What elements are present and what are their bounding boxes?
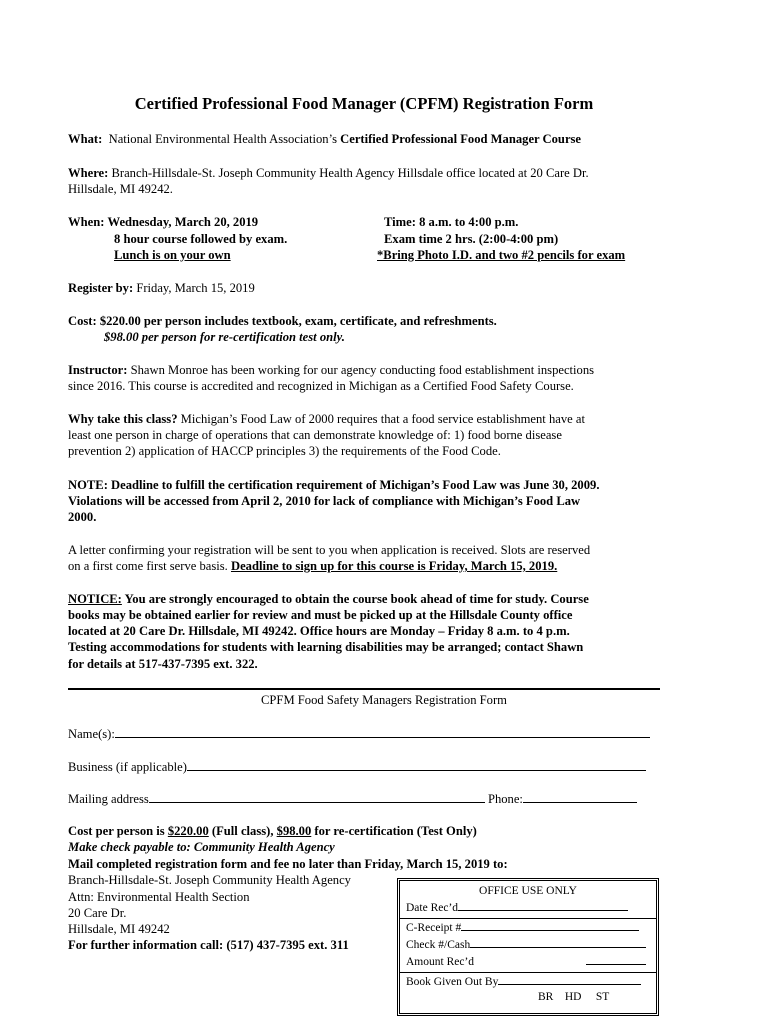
when-time bbox=[384, 214, 518, 230]
payment-cost-prefix: Cost per person is bbox=[68, 824, 168, 838]
creceipt-line[interactable] bbox=[461, 919, 639, 931]
recert-price: $98.00 bbox=[276, 824, 312, 838]
signup-deadline: Deadline to sign up for this course is Friday, March 15, 2019. bbox=[230, 559, 558, 573]
what-label: What: bbox=[68, 132, 103, 146]
what-text: National Environmental Health Association’s bbox=[108, 132, 341, 146]
register-line bbox=[68, 280, 255, 296]
note-line1 bbox=[68, 477, 599, 493]
cost-line2 bbox=[104, 329, 345, 345]
when-bring bbox=[377, 247, 625, 263]
notice-text-3: located at 20 Care Dr. Hillsdale, MI 49242. Office hours are Monday – Friday 8 a.m. to 4 p.m. bbox=[68, 624, 570, 638]
amount-recd-label: Amount Rec’d bbox=[406, 956, 475, 968]
when-course bbox=[114, 231, 287, 247]
note-text-1: NOTE: Deadline to fulfill the certification requirement of Michigan’s Food Law was June 30, 2009. bbox=[68, 478, 600, 492]
why-line1 bbox=[68, 411, 585, 427]
office-use-box bbox=[397, 878, 659, 1016]
when-lunch-text: Lunch is on your own bbox=[114, 248, 231, 262]
address-line3: 20 Care Dr. bbox=[68, 906, 127, 920]
when-exam-text: Exam time 2 hrs. (2:00-4:00 pm) bbox=[384, 232, 559, 246]
phone-label: Phone: bbox=[484, 792, 523, 806]
why-text: Michigan’s Food Law of 2000 requires that a food service establishment have at bbox=[177, 412, 585, 426]
address-line2: Attn: Environmental Health Section bbox=[68, 890, 250, 904]
date-recd-line[interactable] bbox=[458, 899, 628, 911]
book-given-line[interactable] bbox=[498, 973, 641, 985]
where-line2: Hillsdale, MI 49242. bbox=[68, 182, 173, 196]
address-line1: Branch-Hillsdale-St. Joseph Community Health Agency bbox=[68, 873, 351, 887]
phone-line[interactable] bbox=[523, 791, 637, 803]
business-field[interactable] bbox=[68, 759, 660, 775]
book-given-label: Book Given Out By bbox=[406, 976, 499, 988]
when-bring-text: *Bring Photo I.D. and two #2 pencils for exam bbox=[377, 248, 626, 262]
notice-text-1: You are strongly encouraged to obtain the course book ahead of time for study. Course bbox=[121, 592, 589, 606]
where-line1 bbox=[68, 165, 589, 181]
note-line2 bbox=[68, 493, 580, 509]
when-lunch bbox=[114, 247, 231, 263]
creceipt-label: C-Receipt # bbox=[406, 922, 462, 934]
mailing-field[interactable] bbox=[68, 791, 660, 807]
mailing-line[interactable] bbox=[149, 791, 485, 803]
book-given-field[interactable] bbox=[400, 973, 656, 990]
section-divider bbox=[68, 688, 660, 690]
when-label: When: bbox=[68, 215, 105, 229]
instructor-line1 bbox=[68, 362, 594, 378]
notice-line4 bbox=[68, 639, 583, 655]
payable-line bbox=[68, 839, 335, 855]
notice-line3 bbox=[68, 623, 570, 639]
notice-text-2: books may be obtained earlier for review and must be picked up at the Hillsdale County office bbox=[68, 608, 573, 622]
what-line bbox=[68, 131, 581, 147]
mail-text: Mail completed registration form and fee no later than Friday, March 15, 2019 to: bbox=[68, 857, 508, 871]
check-cash-label: Check #/Cash bbox=[406, 939, 471, 951]
business-label: Business (if applicable) bbox=[68, 760, 187, 774]
check-cash-field[interactable] bbox=[400, 936, 656, 953]
where-text: Branch-Hillsdale-St. Joseph Community Health Agency Hillsdale office located at 20 Care Dr. bbox=[111, 166, 589, 180]
address-line4: Hillsdale, MI 49242 bbox=[68, 922, 170, 936]
note-text-2: Violations will be accessed from April 2, 2010 for lack of compliance with Michigan’s Food Law bbox=[68, 494, 581, 508]
register-date: Friday, March 15, 2019 bbox=[133, 281, 255, 295]
office-title: OFFICE USE ONLY bbox=[479, 885, 577, 897]
letter-line1: A letter confirming your registration will be sent to you when application is received. Slots are reserved bbox=[68, 543, 591, 557]
form-title: CPFM Food Safety Managers Registration Form bbox=[261, 693, 507, 707]
notice-line5 bbox=[68, 656, 258, 672]
cost-recert-text: $98.00 per person for re-certification test only. bbox=[104, 330, 345, 344]
mailing-label: Mailing address bbox=[68, 792, 149, 806]
full-class-text: (Full class), bbox=[208, 824, 277, 838]
when-exam bbox=[384, 231, 558, 247]
notice-text-5: for details at 517-437-7395 ext. 322. bbox=[68, 657, 258, 671]
business-line[interactable] bbox=[187, 759, 646, 771]
info-text: For further information call: (517) 437-7395 ext. 311 bbox=[68, 938, 349, 952]
names-line[interactable] bbox=[115, 726, 650, 738]
amount-recd-line[interactable] bbox=[586, 953, 646, 965]
notice-label: NOTICE: bbox=[68, 592, 122, 606]
full-price: $220.00 bbox=[167, 824, 209, 838]
recert-text: for re-certification (Test Only) bbox=[311, 824, 477, 838]
notice-line2 bbox=[68, 607, 572, 623]
cost-line1 bbox=[68, 313, 497, 329]
date-recd-label: Date Rec’d bbox=[406, 902, 459, 914]
notice-text-4: Testing accommodations for students with learning disabilities may be arranged; contact Shawn bbox=[68, 640, 584, 654]
instructor-text: Shawn Monroe has been working for our agency conducting food establishment inspections bbox=[127, 363, 595, 377]
note-line3 bbox=[68, 509, 96, 525]
page-title: Certified Professional Food Manager (CPFM) Registration Form bbox=[134, 94, 594, 113]
notice-line1 bbox=[68, 591, 589, 607]
payable-text: Make check payable to: Community Health Agency bbox=[68, 840, 335, 854]
why-label: Why take this class? bbox=[68, 412, 178, 426]
where-label: Where: bbox=[68, 166, 109, 180]
why-line3: prevention 2) application of HACCP principles 3) the requirements of the Food Code. bbox=[68, 444, 501, 458]
when-time-text: Time: 8 a.m. to 4:00 p.m. bbox=[384, 215, 519, 229]
what-course: Certified Professional Food Manager Course bbox=[340, 132, 582, 146]
office-initials: BR HD ST bbox=[538, 991, 610, 1003]
names-field[interactable] bbox=[68, 726, 660, 742]
note-text-3: 2000. bbox=[68, 510, 97, 524]
creceipt-field[interactable] bbox=[400, 919, 656, 936]
payment-cost bbox=[68, 823, 477, 839]
names-label: Name(s): bbox=[68, 727, 115, 741]
letter-text: on a first come first serve basis. bbox=[68, 559, 231, 573]
when-date: Wednesday, March 20, 2019 bbox=[107, 215, 259, 229]
cost-text: Cost: $220.00 per person includes textbook, exam, certificate, and refreshments. bbox=[68, 314, 497, 328]
letter-line2 bbox=[68, 558, 557, 574]
when-course-text: 8 hour course followed by exam. bbox=[114, 232, 288, 246]
amount-recd-field[interactable] bbox=[400, 953, 656, 970]
mail-line bbox=[68, 856, 508, 872]
info-line bbox=[68, 937, 349, 953]
date-recd-field[interactable] bbox=[400, 899, 656, 916]
instructor-label: Instructor: bbox=[68, 363, 128, 377]
when-line1 bbox=[68, 214, 258, 230]
check-cash-line[interactable] bbox=[470, 936, 646, 948]
register-label: Register by: bbox=[68, 281, 134, 295]
instructor-line2: since 2016. This course is accredited and recognized in Michigan as a Certified Food Safety Course. bbox=[68, 379, 574, 393]
why-line2: least one person in charge of operations that can demonstrate knowledge of: 1) food borne disease bbox=[68, 428, 562, 442]
